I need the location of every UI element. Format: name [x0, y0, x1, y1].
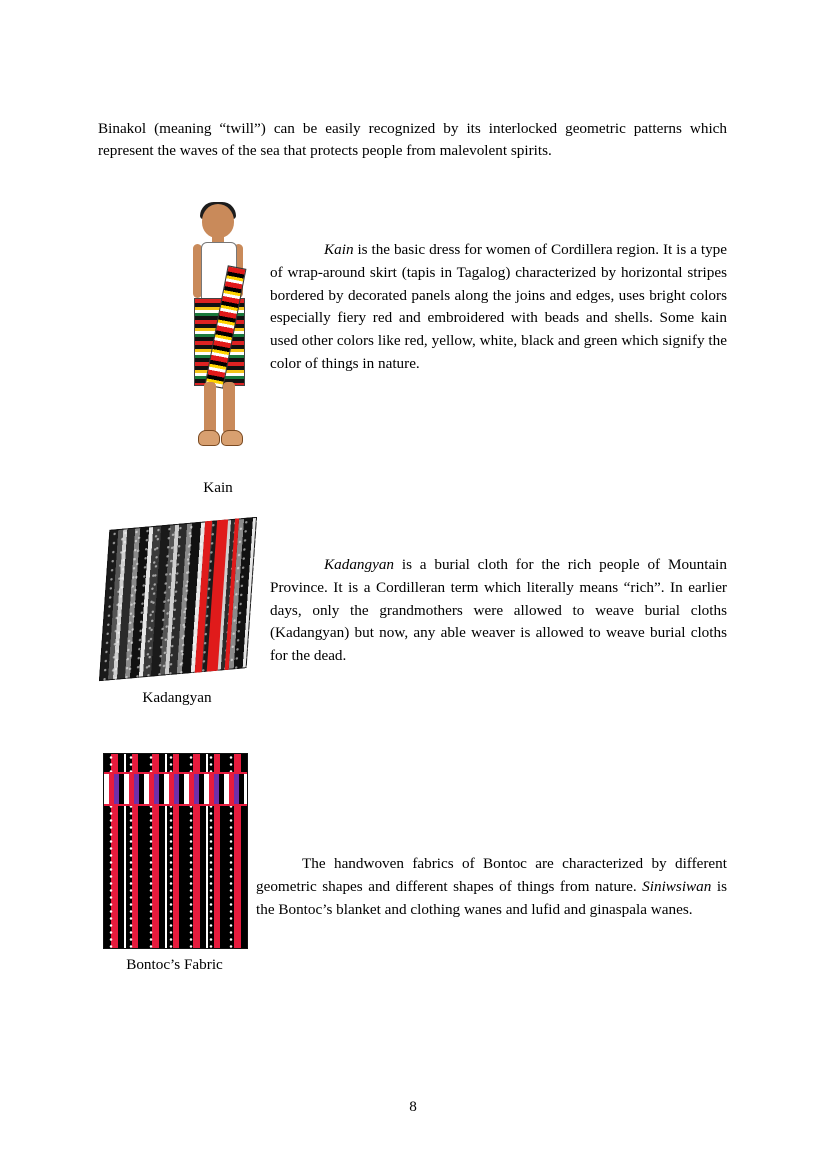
- figure-caption-bontoc-fabric: Bontoc’s Fabric: [126, 956, 223, 974]
- figure-bontoc-fabric: [103, 753, 248, 975]
- kadangyan-weave-pattern: [99, 517, 257, 681]
- bontoc-description: [256, 853, 727, 921]
- horizontal-geometric-band: [104, 772, 247, 806]
- siniwsiwan-term: Siniwsiwan: [642, 877, 712, 895]
- bontoc-description-before: The handwoven fabrics of Bontoc are characterized by different geometric shapes and different shapes of things from nature.: [256, 855, 727, 895]
- kadangyan-term: Kadangyan: [324, 556, 395, 574]
- kain-illustration: [158, 202, 278, 460]
- right-leg-shape: [223, 382, 235, 434]
- head-shape: [202, 204, 234, 238]
- bontoc-description-text: is the Bontoc’s blanket and clothing wanes and lufid and ginaspala wanes.: [256, 877, 728, 918]
- figure-caption-kadangyan: Kadangyan: [142, 689, 212, 707]
- page-content: [98, 118, 727, 983]
- figure-kadangyan: [98, 516, 256, 708]
- kadangyan-description-text: is a burial cloth for the rich people of Mountain Province. It is a Cordilleran term which literally means “rich”. In earlier days, only the grandmothers were allowed to weave burial cloths (Kadangyan) but now, any able weaver is allowed to weave burial cloths for the dead.: [270, 556, 727, 665]
- left-leg-shape: [204, 382, 216, 434]
- figure-kain: [158, 202, 278, 498]
- section-kadangyan: [98, 516, 727, 731]
- section-kain: [98, 202, 727, 502]
- page-number: 8: [409, 1098, 417, 1115]
- kain-term: Kain: [324, 241, 354, 259]
- kadangyan-description: [270, 554, 727, 668]
- bontoc-fabric-image: [103, 753, 248, 949]
- kain-description-text: is the basic dress for women of Cordillera region. It is a type of wrap-around skirt (tapis in Tagalog) characterized by horizontal stripes bordered by decorated panels along the joins and edges, uses bright colors especially fiery red and embroidered with beads and shells. Some kain used other colors like red, yellow, white, black and green which signify the color of things in nature.: [270, 241, 727, 373]
- intro-paragraph: Binakol (meaning “twill”) can be easily recognized by its interlocked geometric patterns which represent the waves of the sea that protects people from malevolent spirits.: [98, 120, 727, 160]
- left-foot-shape: [198, 430, 220, 446]
- figure-caption-kain: Kain: [203, 479, 233, 497]
- section-bontoc-fabric: [98, 753, 727, 983]
- right-foot-shape: [221, 430, 243, 446]
- kadangyan-cloth-image: [98, 516, 256, 686]
- kain-description: [270, 239, 727, 376]
